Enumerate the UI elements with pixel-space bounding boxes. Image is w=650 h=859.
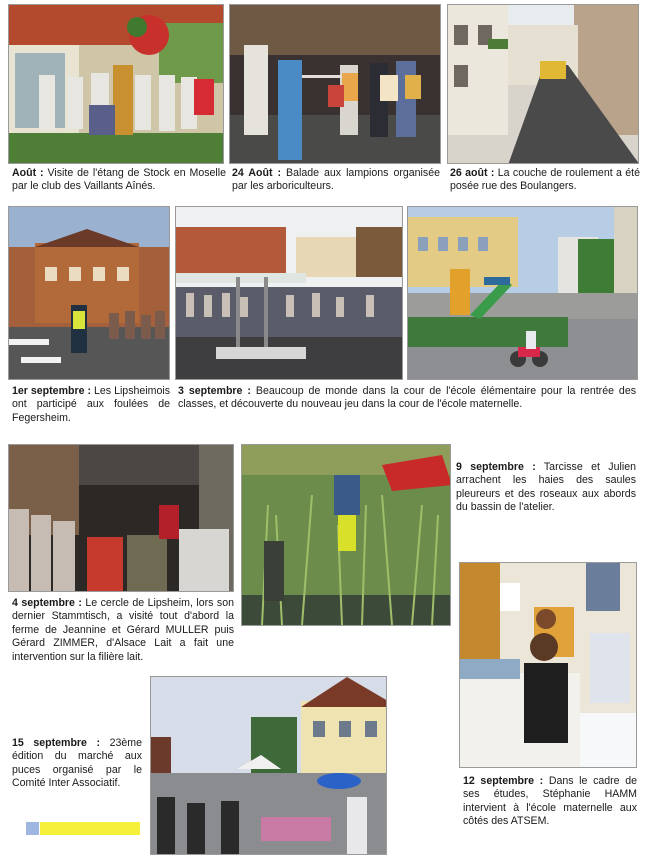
caption-date: 1er septembre : xyxy=(12,385,91,397)
caption-date: 12 septembre : xyxy=(463,775,544,787)
caption-boulangers xyxy=(450,167,640,194)
caption-atsem xyxy=(463,775,637,829)
photo-cercle-ferme xyxy=(8,444,234,592)
caption-cercle xyxy=(12,597,234,664)
caption-text: Beaucoup de monde dans la cour de l'école élémentaire pour la rentrée des classes, et découverte du nouveau jeu dans la cour de l'école maternelle. xyxy=(178,385,637,411)
caption-date: 26 août : xyxy=(450,167,495,179)
caption-text: Dans le cadre de ses études, Stéphanie HAMM intervient à l'école maternelle aux côtés des ATSEM. xyxy=(463,775,637,828)
caption-date: Août : xyxy=(12,167,44,179)
photo-rue-boulangers xyxy=(447,4,639,164)
photo-nouveau-jeu xyxy=(407,206,638,380)
caption-text: La couche de roulement a été posée rue des Boulangers. xyxy=(450,167,640,193)
photo-rentree-cour xyxy=(175,206,403,380)
caption-text: Le cercle de Lipsheim, lors son dernier Stammtisch, a visité tout d'abord la ferme de Jeannine et Gérard MULLER puis Gérard ZIMMER, d'Alsace Lait a fait une intervention sur la filière lait. xyxy=(12,597,234,663)
caption-text: Balade aux lampions organisée par les arboriculteurs. xyxy=(232,167,440,193)
caption-marche xyxy=(12,737,142,791)
caption-text: Les Lipsheimois ont participé aux foulées de Fegersheim. xyxy=(12,385,171,424)
photo-lampions xyxy=(229,4,441,164)
caption-date: 4 septembre : xyxy=(12,597,82,609)
caption-haies xyxy=(456,461,636,515)
caption-date: 9 septembre : xyxy=(456,461,536,473)
caption-date: 15 septembre : xyxy=(12,737,101,749)
caption-lampions xyxy=(232,167,440,194)
caption-etang xyxy=(12,167,226,194)
caption-text: 23ème édition du marché aux puces organisé par le Comité Inter Associatif. xyxy=(12,737,143,790)
photo-haies-bassin xyxy=(241,444,451,626)
photo-foulees xyxy=(8,206,170,380)
caption-text: Visite de l'étang de Stock en Moselle par le club des Vaillants Aînés. xyxy=(12,167,227,193)
photo-etang-stock xyxy=(8,4,224,164)
caption-rentree xyxy=(178,385,636,412)
photo-marche-puces xyxy=(150,676,387,855)
caption-date: 24 Août : xyxy=(232,167,282,179)
caption-foulees xyxy=(12,385,170,425)
footer-square xyxy=(26,822,39,835)
footer-highlight-bar xyxy=(40,822,140,835)
photo-atsem xyxy=(459,562,637,768)
caption-text: Tarcisse et Julien arrachent les haies des saules pleureurs et des roseaux aux abords du bassin de l'atelier. xyxy=(456,461,636,514)
caption-date: 3 septembre : xyxy=(178,385,251,397)
